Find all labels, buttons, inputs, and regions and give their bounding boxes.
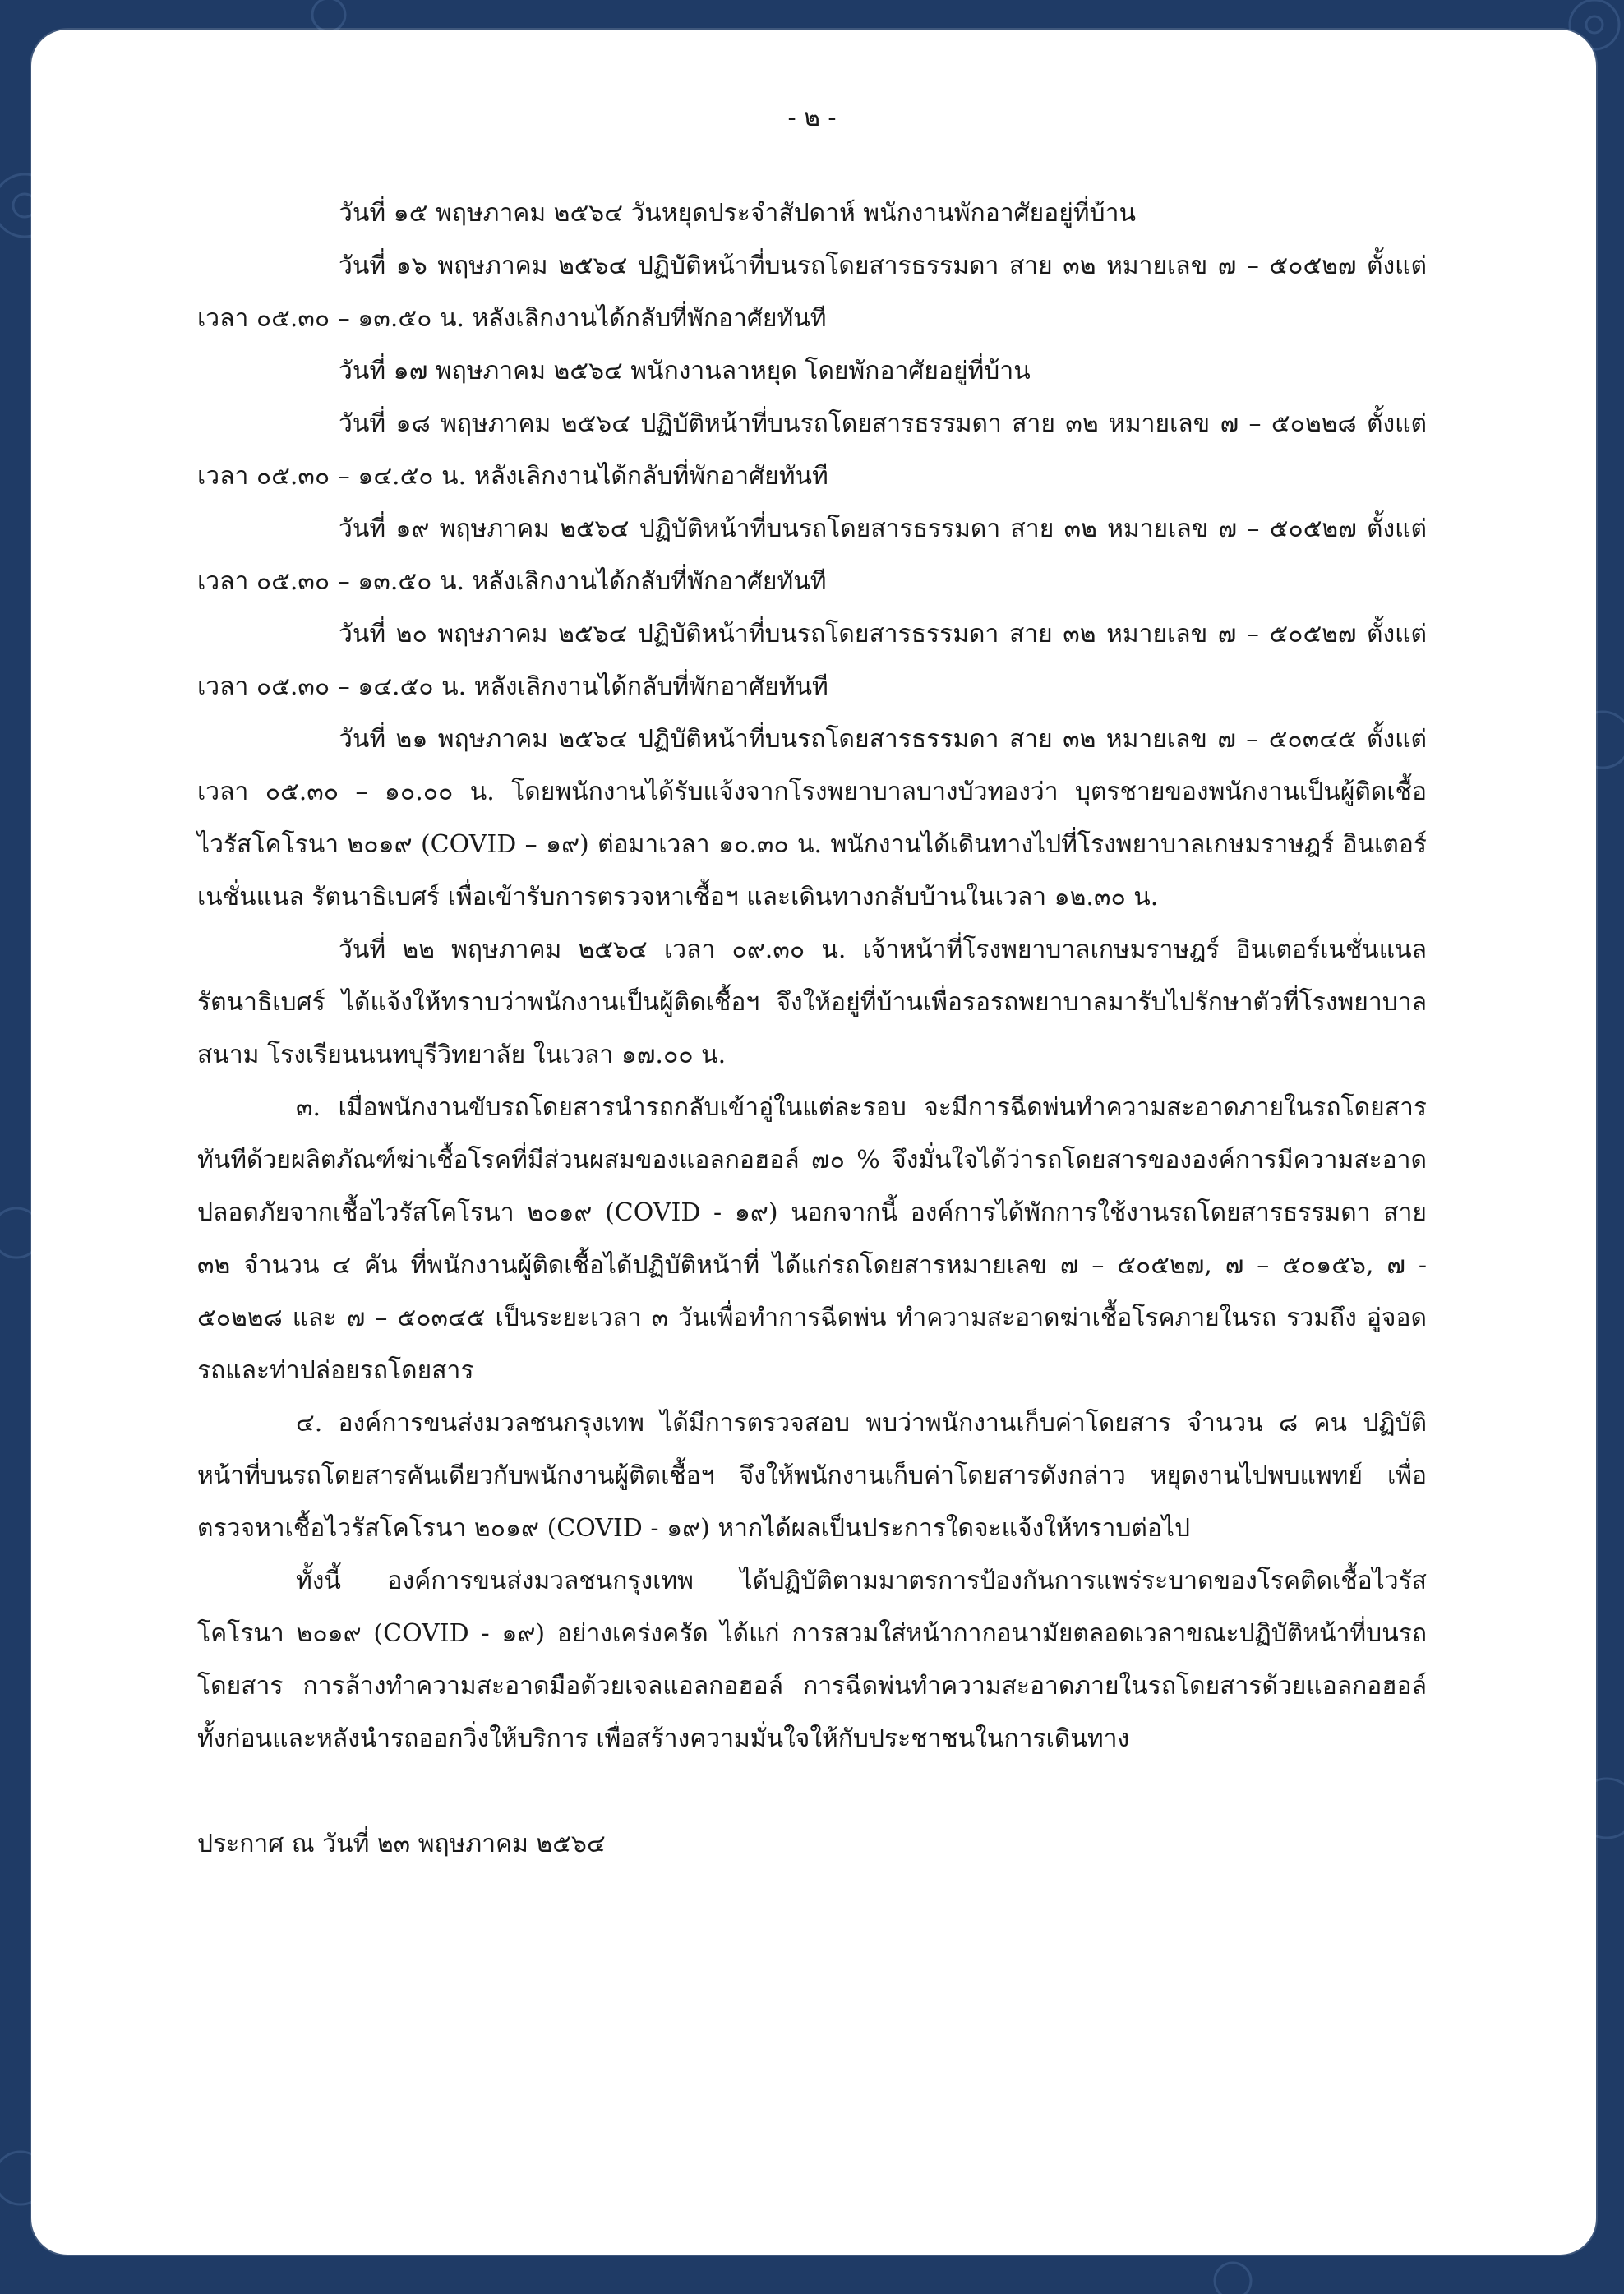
announcement-date: ประกาศ ณ วันที่ ๒๓ พฤษภาคม ๒๕๖๔ <box>197 1830 606 1858</box>
paragraph-may-18: วันที่ ๑๘ พฤษภาคม ๒๕๖๔ ปฏิบัติหน้าที่บนรถโดยสารธรรมดา สาย ๓๒ หมายเลข ๗ – ๕๐๒๒๘ ตั้งแต่เวลา ๐๕.๓๐ – ๑๔.๕๐ น. หลังเลิกงานได้กลับที่พักอาศัยทันที <box>197 409 1427 491</box>
paragraph-section-4: ๔. องค์การขนส่งมวลชนกรุงเทพ ได้มีการตรวจสอบ พบว่าพนักงานเก็บค่าโดยสาร จำนวน ๘ คน ปฏิบัติหน้าที่บนรถโดยสารคันเดียวกับพนักงานผู้ติดเชื้อฯ จึงให้พนักงานเก็บค่าโดยสารดังกล่าว หยุดงานไปพบแพทย์ เพื่อตรวจหาเชื้อไวรัสโคโรนา ๒๐๑๙ (COVID - ๑๙) หากได้ผลเป็นประการใดจะแจ้งให้ทราบต่อไป <box>197 1409 1427 1543</box>
paragraph-may-17: วันที่ ๑๗ พฤษภาคม ๒๕๖๔ พนักงานลาหยุด โดยพักอาศัยอยู่ที่บ้าน <box>339 357 1031 385</box>
paragraph-may-20: วันที่ ๒๐ พฤษภาคม ๒๕๖๔ ปฏิบัติหน้าที่บนรถโดยสารธรรมดา สาย ๓๒ หมายเลข ๗ – ๕๐๕๒๗ ตั้งแต่เวลา ๐๕.๓๐ – ๑๔.๕๐ น. หลังเลิกงานได้กลับที่พักอาศัยทันที <box>197 620 1427 701</box>
paragraph-conclusion: ทั้งนี้ องค์การขนส่งมวลชนกรุงเทพ ได้ปฏิบัติตามมาตรการป้องกันการแพร่ระบาดของโรคติดเชื้อไวรัสโคโรนา ๒๐๑๙ (COVID - ๑๙) อย่างเคร่งครัด ได้แก่ การสวมใส่หน้ากากอนามัยตลอดเวลาขณะปฏิบัติหน้าที่บนรถโดยสาร การล้างทำความสะอาดมือด้วยเจลแอลกอฮอล์ การฉีดพ่นทำความสะอาดภายในรถโดยสารด้วยแอลกอฮอล์ ทั้งก่อนและหลังนำรถออกวิ่งให้บริการ เพื่อสร้างความมั่นใจให้กับประชาชนในการเดินทาง <box>197 1567 1427 1753</box>
paragraph-may-19: วันที่ ๑๙ พฤษภาคม ๒๕๖๔ ปฏิบัติหน้าที่บนรถโดยสารธรรมดา สาย ๓๒ หมายเลข ๗ – ๕๐๕๒๗ ตั้งแต่เวลา ๐๕.๓๐ – ๑๓.๕๐ น. หลังเลิกงานได้กลับที่พักอาศัยทันที <box>197 515 1427 596</box>
page-number: - ๒ - <box>787 104 837 132</box>
paragraph-may-21: วันที่ ๒๑ พฤษภาคม ๒๕๖๔ ปฏิบัติหน้าที่บนรถโดยสารธรรมดา สาย ๓๒ หมายเลข ๗ – ๕๐๓๔๕ ตั้งแต่เวลา ๐๕.๓๐ – ๑๐.๐๐ น. โดยพนักงานได้รับแจ้งจากโรงพยาบาลบางบัวทองว่า บุตรชายของพนักงานเป็นผู้ติดเชื้อไวรัสโคโรนา ๒๐๑๙ (COVID – ๑๙) ต่อมาเวลา ๑๐.๓๐ น. พนักงานได้เดินทางไปที่โรงพยาบาลเกษมราษฎร์ อินเตอร์เนชั่นแนล รัตนาธิเบศร์ เพื่อเข้ารับการตรวจหาเชื้อฯ และเดินทางกลับบ้านในเวลา ๑๒.๓๐ น. <box>197 725 1427 912</box>
paragraph-section-3: ๓. เมื่อพนักงานขับรถโดยสารนำรถกลับเข้าอู่ในแต่ละรอบ จะมีการฉีดพ่นทำความสะอาดภายในรถโดยสารทันทีด้วยผลิตภัณฑ์ฆ่าเชื้อโรคที่มีส่วนผสมของแอลกอฮอล์ ๗๐ % จึงมั่นใจได้ว่ารถโดยสารขององค์การมีความสะอาด ปลอดภัยจากเชื้อไวรัสโคโรนา ๒๐๑๙ (COVID - ๑๙) นอกจากนี้ องค์การได้พักการใช้งานรถโดยสารธรรมดา สาย ๓๒ จำนวน ๔ คัน ที่พนักงานผู้ติดเชื้อได้ปฏิบัติหน้าที่ ได้แก่รถโดยสารหมายเลข ๗ – ๕๐๕๒๗, ๗ – ๕๐๑๕๖, ๗ - ๕๐๒๒๘ และ ๗ – ๕๐๓๔๕ เป็นระยะเวลา ๓ วันเพื่อทำการฉีดพ่น ทำความสะอาดฆ่าเชื้อโรคภายในรถ รวมถึง อู่จอดรถและท่าปล่อยรถโดยสาร <box>197 1093 1427 1385</box>
paragraph-may-22: วันที่ ๒๒ พฤษภาคม ๒๕๖๔ เวลา ๐๙.๓๐ น. เจ้าหน้าที่โรงพยาบาลเกษมราษฎร์ อินเตอร์เนชั่นแนล รัตนาธิเบศร์ ได้แจ้งให้ทราบว่าพนักงานเป็นผู้ติดเชื้อฯ จึงให้อยู่ที่บ้านเพื่อรอรถพยาบาลมารับไปรักษาตัวที่โรงพยาบาลสนาม โรงเรียนนนทบุรีวิทยาลัย ในเวลา ๑๗.๐๐ น. <box>197 935 1427 1069</box>
paragraph-may-16: วันที่ ๑๖ พฤษภาคม ๒๕๖๔ ปฏิบัติหน้าที่บนรถโดยสารธรรมดา สาย ๓๒ หมายเลข ๗ – ๕๐๕๒๗ ตั้งแต่เวลา ๐๕.๓๐ – ๑๓.๕๐ น. หลังเลิกงานได้กลับที่พักอาศัยทันที <box>197 252 1427 333</box>
paragraph-may-15: วันที่ ๑๕ พฤษภาคม ๒๕๖๔ วันหยุดประจำสัปดาห์ พนักงานพักอาศัยอยู่ที่บ้าน <box>339 199 1136 228</box>
document-body <box>197 92 1427 1871</box>
